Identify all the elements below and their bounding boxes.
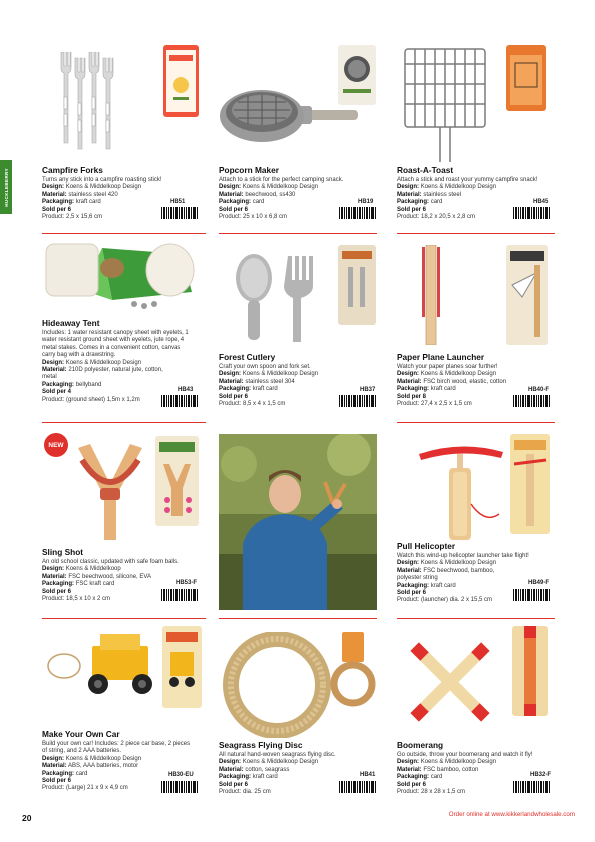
roast-a-toast-image <box>400 44 490 164</box>
divider <box>219 233 377 234</box>
product-material: Material: FSC beechwood, silicone, EVA <box>42 573 151 580</box>
barcode-icon <box>160 395 200 409</box>
product-dimensions: Product: dia. 25 cm <box>219 789 271 796</box>
sku-label: HB51 <box>170 199 186 205</box>
product-material: Material: FSC bamboo, cotton <box>397 766 479 773</box>
product-title: Pull Helicopter <box>397 541 456 551</box>
product-sold-per: Sold per 8 <box>397 393 427 400</box>
divider <box>397 422 555 423</box>
sku-label: HB37 <box>360 387 376 393</box>
product-sold-per: Sold per 6 <box>42 588 72 595</box>
barcode-icon <box>512 589 552 603</box>
divider <box>219 618 377 619</box>
product-dimensions: Product: 28 x 28 x 1,5 cm <box>397 789 466 796</box>
forest-cutlery-image <box>228 252 338 342</box>
product-design: Design: Koens & Middelkoop Design <box>219 371 319 378</box>
barcode-icon <box>160 781 200 795</box>
product-dimensions: Product: 18,2 x 20,5 x 2,8 cm <box>397 214 476 221</box>
product-design: Design: Koens & Middelkoop Design <box>219 184 319 191</box>
sling-shot-image <box>70 440 150 540</box>
campfire-forks-image <box>58 52 153 162</box>
product-title: Boomerang <box>397 740 444 750</box>
product-sold-per: Sold per 6 <box>219 393 249 400</box>
sling-shot-package-image <box>155 436 199 526</box>
product-sold-per: Sold per 6 <box>42 778 72 785</box>
barcode-icon <box>338 781 378 795</box>
product-material: Material: 210D polyester, natural jute, cotton, metal <box>42 367 163 381</box>
product-packaging: Packaging: kraft card <box>219 774 278 781</box>
product-sold-per: Sold per 6 <box>42 206 72 213</box>
barcode-icon <box>338 395 378 409</box>
product-material: Material: cotton, seagrass <box>219 766 290 773</box>
pull-helicopter-package-image <box>510 434 550 534</box>
sku-label: HB43 <box>178 387 194 393</box>
product-design: Design: Koens & Middelkoop Design <box>42 755 142 762</box>
roast-a-toast-package-image <box>506 45 546 111</box>
product-material: Material: stainless steel <box>397 191 462 198</box>
product-description: An old school classic, updated with safe foam balls. <box>42 559 179 565</box>
barcode-icon <box>160 207 200 221</box>
sku-label: HB53-F <box>176 580 198 586</box>
boy-with-sling-shot-photo <box>219 434 377 610</box>
product-design: Design: Koens & Middelkoop Design <box>42 184 142 191</box>
product-sold-per: Sold per 6 <box>219 206 249 213</box>
barcode-icon <box>512 781 552 795</box>
product-title: Forest Cutlery <box>219 352 276 362</box>
section-side-tab <box>0 160 12 214</box>
sku-label: HB45 <box>533 199 549 205</box>
hideaway-tent-image <box>42 240 202 312</box>
product-design: Design: Koens & Middelkoop Design <box>42 359 142 366</box>
sku-label: HB19 <box>358 199 374 205</box>
product-dimensions: Product: 2,5 x 15,6 cm <box>42 214 103 221</box>
pull-helicopter-image <box>415 444 507 540</box>
product-packaging: Packaging: card <box>397 774 443 781</box>
product-description: Watch your paper planes soar further! <box>397 364 498 370</box>
product-title: Roast-A-Toast <box>397 165 454 175</box>
product-material: Material: beechwood, ss430 <box>219 191 296 198</box>
product-material: Material: FSC birch wood, elastic, cotton <box>397 378 507 385</box>
product-title: Hideaway Tent <box>42 318 100 328</box>
new-badge: NEW <box>44 433 68 457</box>
make-your-own-car-image <box>42 626 162 706</box>
page-number: 20 <box>22 813 32 823</box>
product-description: Go outside, throw your boomerang and watch it fly! <box>397 752 533 758</box>
product-description: Attach to a stick for the perfect camping snack. <box>219 177 344 183</box>
paper-plane-launcher-image <box>416 245 446 345</box>
order-online-link[interactable]: Order online at www.kikkerlandwholesale.com <box>448 811 575 818</box>
product-title: Make Your Own Car <box>42 729 120 739</box>
boomerang-image <box>400 632 500 732</box>
product-packaging: Packaging: card <box>42 770 88 777</box>
product-title: Seagrass Flying Disc <box>219 740 303 750</box>
barcode-icon <box>338 207 378 221</box>
product-packaging: Packaging: card <box>219 199 265 206</box>
product-description: Attach a stick and roast your yummy campfire snack! <box>397 177 538 183</box>
product-description: Watch this wind-up helicopter launcher take flight! <box>397 553 529 559</box>
product-dimensions: Product: 27,4 x 2,5 x 1,5 cm <box>397 401 472 408</box>
sku-label: HB40-F <box>528 387 550 393</box>
product-packaging: Packaging: kraft card <box>219 386 278 393</box>
product-title: Paper Plane Launcher <box>397 352 485 362</box>
campfire-forks-package-image <box>163 45 199 117</box>
product-sold-per: Sold per 4 <box>42 389 72 396</box>
product-description: All natural hand-woven seagrass flying disc. <box>219 752 336 758</box>
product-packaging: Packaging: card <box>397 199 443 206</box>
popcorn-maker-package-image <box>338 45 376 105</box>
product-design: Design: Koens & Middelkoop Design <box>397 560 497 567</box>
seagrass-flying-disc-image <box>222 632 332 738</box>
product-title: Popcorn Maker <box>219 165 279 175</box>
product-dimensions: Product: (Large) 21 x 9 x 4,9 cm <box>42 785 128 792</box>
sku-label: HB49-F <box>528 580 550 586</box>
divider <box>397 233 555 234</box>
sku-label: HB32-F <box>530 772 552 778</box>
barcode-icon <box>512 207 552 221</box>
seagrass-flying-disc-package-image <box>330 632 376 710</box>
paper-plane-launcher-package-image <box>506 245 548 345</box>
product-design: Design: Koens & Middelkoop Design <box>397 371 497 378</box>
forest-cutlery-package-image <box>338 245 376 325</box>
sku-label: HB30-EU <box>168 772 194 778</box>
product-material: Material: ABS, AAA batteries, motor <box>42 763 139 770</box>
product-packaging: Packaging: kraft card <box>42 199 101 206</box>
product-dimensions: Product: 18,5 x 10 x 2 cm <box>42 596 111 603</box>
product-packaging: Packaging: bellyband <box>42 381 102 388</box>
product-packaging: Packaging: kraft card <box>397 386 456 393</box>
product-design: Design: Koens & Middelkoop Design <box>397 759 497 766</box>
product-design: Design: Koens & Middelkoop Design <box>397 184 497 191</box>
product-design: Design: Koens & Middelkoop <box>42 566 121 573</box>
sku-label: HB41 <box>360 772 376 778</box>
product-sold-per: Sold per 6 <box>397 781 427 788</box>
product-material: Material: stainless steel 420 <box>42 191 118 198</box>
product-sold-per: Sold per 6 <box>397 206 427 213</box>
boomerang-package-image <box>512 626 548 716</box>
product-packaging: Packaging: kraft card <box>397 582 456 589</box>
product-sold-per: Sold per 6 <box>397 590 427 597</box>
divider <box>42 422 206 423</box>
product-packaging: Packaging: FSC kraft card <box>42 581 115 588</box>
product-dimensions: Product: (ground sheet) 1,5m x 1,2m <box>42 396 140 403</box>
product-description: Craft your own spoon and fork set. <box>219 364 311 370</box>
product-description: Includes: 1 water resistant canopy sheet with eyelets, 1 water resistant ground sheet with eyelets, jute rope, 4 metal stakes. Comes in a convenient cotton, canvas carry bag with a drawstring. <box>42 330 189 359</box>
product-title: Campfire Forks <box>42 165 103 175</box>
product-dimensions: Product: (launcher) dia. 2 x 15,5 cm <box>397 597 493 604</box>
product-title: Sling Shot <box>42 547 84 557</box>
product-description: Turns any stick into a campfire roasting stick! <box>42 177 162 183</box>
barcode-icon <box>512 395 552 409</box>
product-sold-per: Sold per 6 <box>219 781 249 788</box>
product-dimensions: Product: 8,5 x 4 x 1,5 cm <box>219 401 286 408</box>
product-dimensions: Product: 25 x 10 x 6,8 cm <box>219 214 288 221</box>
product-material: Material: FSC beechwood, bamboo, polyester string <box>397 567 495 582</box>
divider <box>397 618 555 619</box>
product-design: Design: Koens & Middelkoop Design <box>219 759 319 766</box>
section-label: HUCKLEBERRY <box>3 167 9 207</box>
divider <box>42 233 206 234</box>
divider <box>42 618 206 619</box>
popcorn-maker-image <box>218 72 358 152</box>
barcode-icon <box>160 589 200 603</box>
product-material: Material: stainless steel 304 <box>219 378 295 385</box>
product-description: Build your own car! Includes: 2 piece car base, 2 pieces of string, and 2 AAA batteries. <box>42 741 191 755</box>
make-your-own-car-package-image <box>162 626 202 708</box>
